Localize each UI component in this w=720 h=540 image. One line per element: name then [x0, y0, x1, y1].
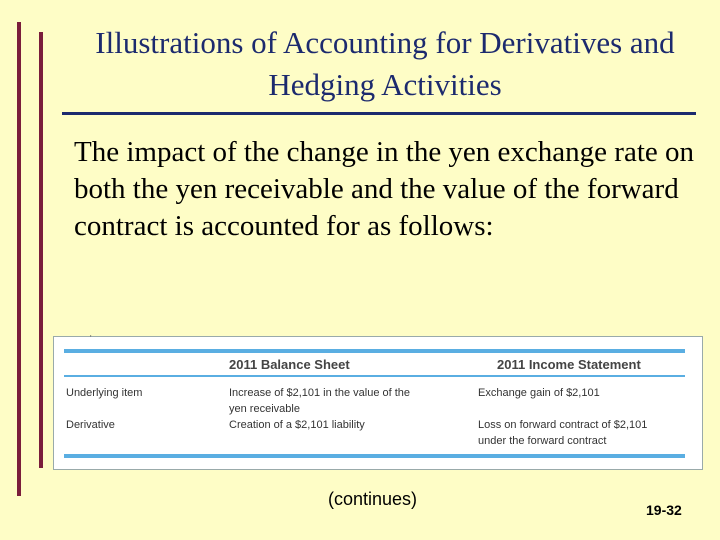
- row-underlying-item-balance: Increase of $2,101 in the value of the yen receivable: [229, 387, 411, 415]
- tick-mark: ': [90, 334, 92, 343]
- accounting-table: [53, 336, 703, 470]
- row-derivative-balance: Creation of a $2,101 liability: [229, 419, 365, 431]
- row-derivative-income: Loss on forward contract of $2,101 under the forward contract: [478, 419, 648, 447]
- left-accent-bar-outer: [17, 22, 21, 496]
- row-underlying-item-income: Exchange gain of $2,101: [478, 387, 600, 399]
- continues-label: (continues): [328, 489, 418, 509]
- page-number: 19-32: [646, 502, 682, 518]
- slide-title: Illustrations of Accounting for Derivatives and Hedging Activities: [95, 25, 675, 102]
- table-header-rule: [64, 375, 685, 377]
- row-underlying-item-label: Underlying item: [66, 387, 143, 399]
- table-bottom-rule: [64, 454, 685, 458]
- header-income-statement: 2011 Income Statement: [497, 357, 641, 372]
- slide-body-text: The impact of the change in the yen exchange rate on both the yen receivable and the value of the forward contract is accounted for as follows:: [74, 136, 695, 242]
- table-top-rule: [64, 349, 685, 353]
- row-derivative-label: Derivative: [66, 419, 115, 431]
- title-underline: [62, 112, 696, 115]
- header-balance-sheet: 2011 Balance Sheet: [229, 357, 350, 372]
- left-accent-bar-inner: [39, 32, 43, 468]
